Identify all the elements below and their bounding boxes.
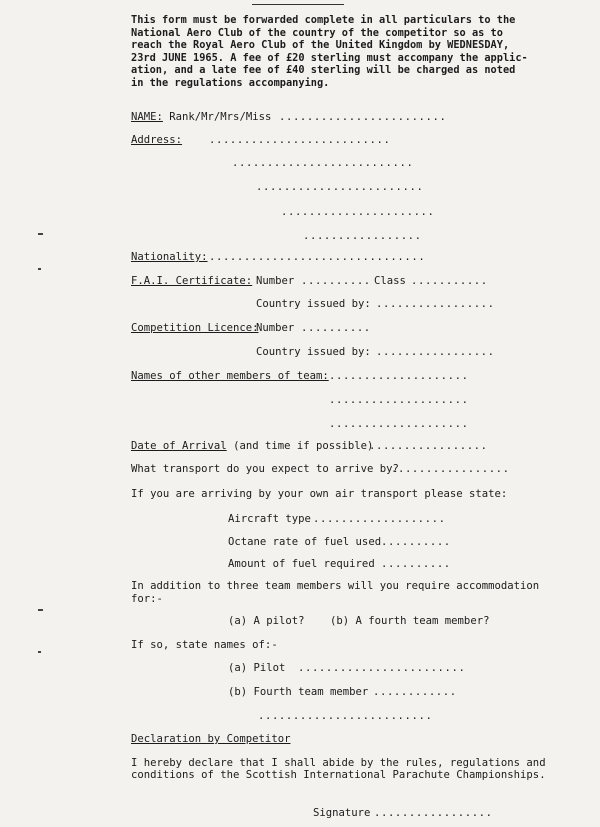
accommodation-question-line-1: In addition to three team members will you require accommodation bbox=[131, 580, 540, 592]
address-label: Address: bbox=[131, 134, 183, 146]
arrival-row bbox=[131, 440, 373, 453]
arrival-label: Date of Arrival bbox=[131, 440, 227, 452]
fai-country-label: Country issued by: bbox=[256, 298, 371, 310]
name-title-options: Rank/Mr/Mrs/Miss bbox=[169, 111, 272, 123]
name-row bbox=[131, 111, 271, 124]
fai-number-label: Number bbox=[256, 275, 295, 287]
transport-field[interactable]: ................. bbox=[391, 463, 510, 475]
margin-mark bbox=[38, 651, 41, 653]
name-label: NAME: bbox=[131, 111, 163, 123]
signature-label: Signature bbox=[313, 807, 371, 819]
page-header-fragment bbox=[252, 0, 344, 5]
fai-class-label: Class bbox=[374, 275, 406, 287]
fuel-amount-label: Amount of fuel required bbox=[228, 558, 375, 570]
team-member-field-2[interactable]: .................... bbox=[329, 394, 469, 406]
fai-class-field[interactable]: ........... bbox=[411, 275, 488, 287]
transport-question: What transport do you expect to arrive by? bbox=[131, 463, 399, 475]
name-field[interactable]: ........................ bbox=[279, 111, 447, 123]
octane-label: Octane rate of fuel used bbox=[228, 536, 382, 548]
team-member-field-3[interactable]: .................... bbox=[329, 418, 469, 430]
declaration-text-line-2: conditions of the Scottish International Parachute Championships. bbox=[131, 769, 546, 781]
intro-paragraph: This form must be forwarded complete in all particulars to the National Aero Club of the country of the competitor so as to reach the Royal Aero Club of the United Kingdom by WEDNESDAY, 23rd JUNE 1965. A fee of £20 sterling must accompany the applic- ation, and a late fee of £40 sterling will be charged as noted in the regulations accompanying. bbox=[131, 14, 528, 89]
margin-mark bbox=[38, 233, 43, 235]
declaration-heading: Declaration by Competitor bbox=[131, 733, 291, 745]
aircraft-type-field[interactable]: ................... bbox=[313, 513, 446, 525]
address-line-5[interactable]: ................. bbox=[303, 230, 422, 242]
fourth-member-name-field[interactable]: ............ bbox=[373, 686, 457, 698]
address-line-2[interactable]: .......................... bbox=[232, 157, 414, 169]
nationality-field[interactable]: ............................... bbox=[209, 251, 426, 263]
nationality-label: Nationality: bbox=[131, 251, 208, 263]
margin-mark bbox=[38, 268, 41, 270]
fai-number-field[interactable]: .......... bbox=[301, 275, 371, 287]
own-air-question: If you are arriving by your own air transport please state: bbox=[131, 488, 508, 500]
accommodation-option-fourth-member[interactable]: (b) A fourth team member? bbox=[330, 615, 490, 627]
names-of-intro: If so, state names of:- bbox=[131, 639, 278, 651]
accommodation-question-line-2: for:- bbox=[131, 593, 163, 605]
signature-field[interactable]: ................. bbox=[374, 807, 493, 819]
licence-country-field[interactable]: ................. bbox=[376, 346, 495, 358]
fai-certificate-label: F.A.I. Certificate: bbox=[131, 275, 253, 287]
fourth-member-name-label: (b) Fourth team member bbox=[228, 686, 369, 698]
licence-number-field[interactable]: .......... bbox=[301, 322, 371, 334]
address-line-4[interactable]: ...................... bbox=[281, 206, 435, 218]
arrival-note: (and time if possible) bbox=[233, 440, 374, 452]
octane-field[interactable]: .......... bbox=[381, 536, 451, 548]
licence-number-label: Number bbox=[256, 322, 295, 334]
aircraft-type-label: Aircraft type bbox=[228, 513, 311, 525]
team-member-field-1[interactable]: .................... bbox=[329, 370, 469, 382]
competition-licence-label: Competition Licence: bbox=[131, 322, 259, 334]
arrival-field[interactable]: ................. bbox=[369, 440, 488, 452]
margin-mark bbox=[38, 609, 43, 611]
accommodation-option-pilot[interactable]: (a) A pilot? bbox=[228, 615, 305, 627]
pilot-name-field[interactable]: ........................ bbox=[298, 662, 466, 674]
pilot-name-label: (a) Pilot bbox=[228, 662, 286, 674]
licence-country-label: Country issued by: bbox=[256, 346, 371, 358]
fourth-member-name-field-extra[interactable]: ......................... bbox=[258, 710, 433, 722]
fai-country-field[interactable]: ................. bbox=[376, 298, 495, 310]
declaration-text-line-1: I hereby declare that I shall abide by the rules, regulations and bbox=[131, 757, 546, 769]
address-line-1[interactable]: .......................... bbox=[209, 134, 391, 146]
fuel-amount-field[interactable]: .......... bbox=[381, 558, 451, 570]
team-members-label: Names of other members of team: bbox=[131, 370, 329, 382]
address-line-3[interactable]: ........................ bbox=[256, 181, 424, 193]
